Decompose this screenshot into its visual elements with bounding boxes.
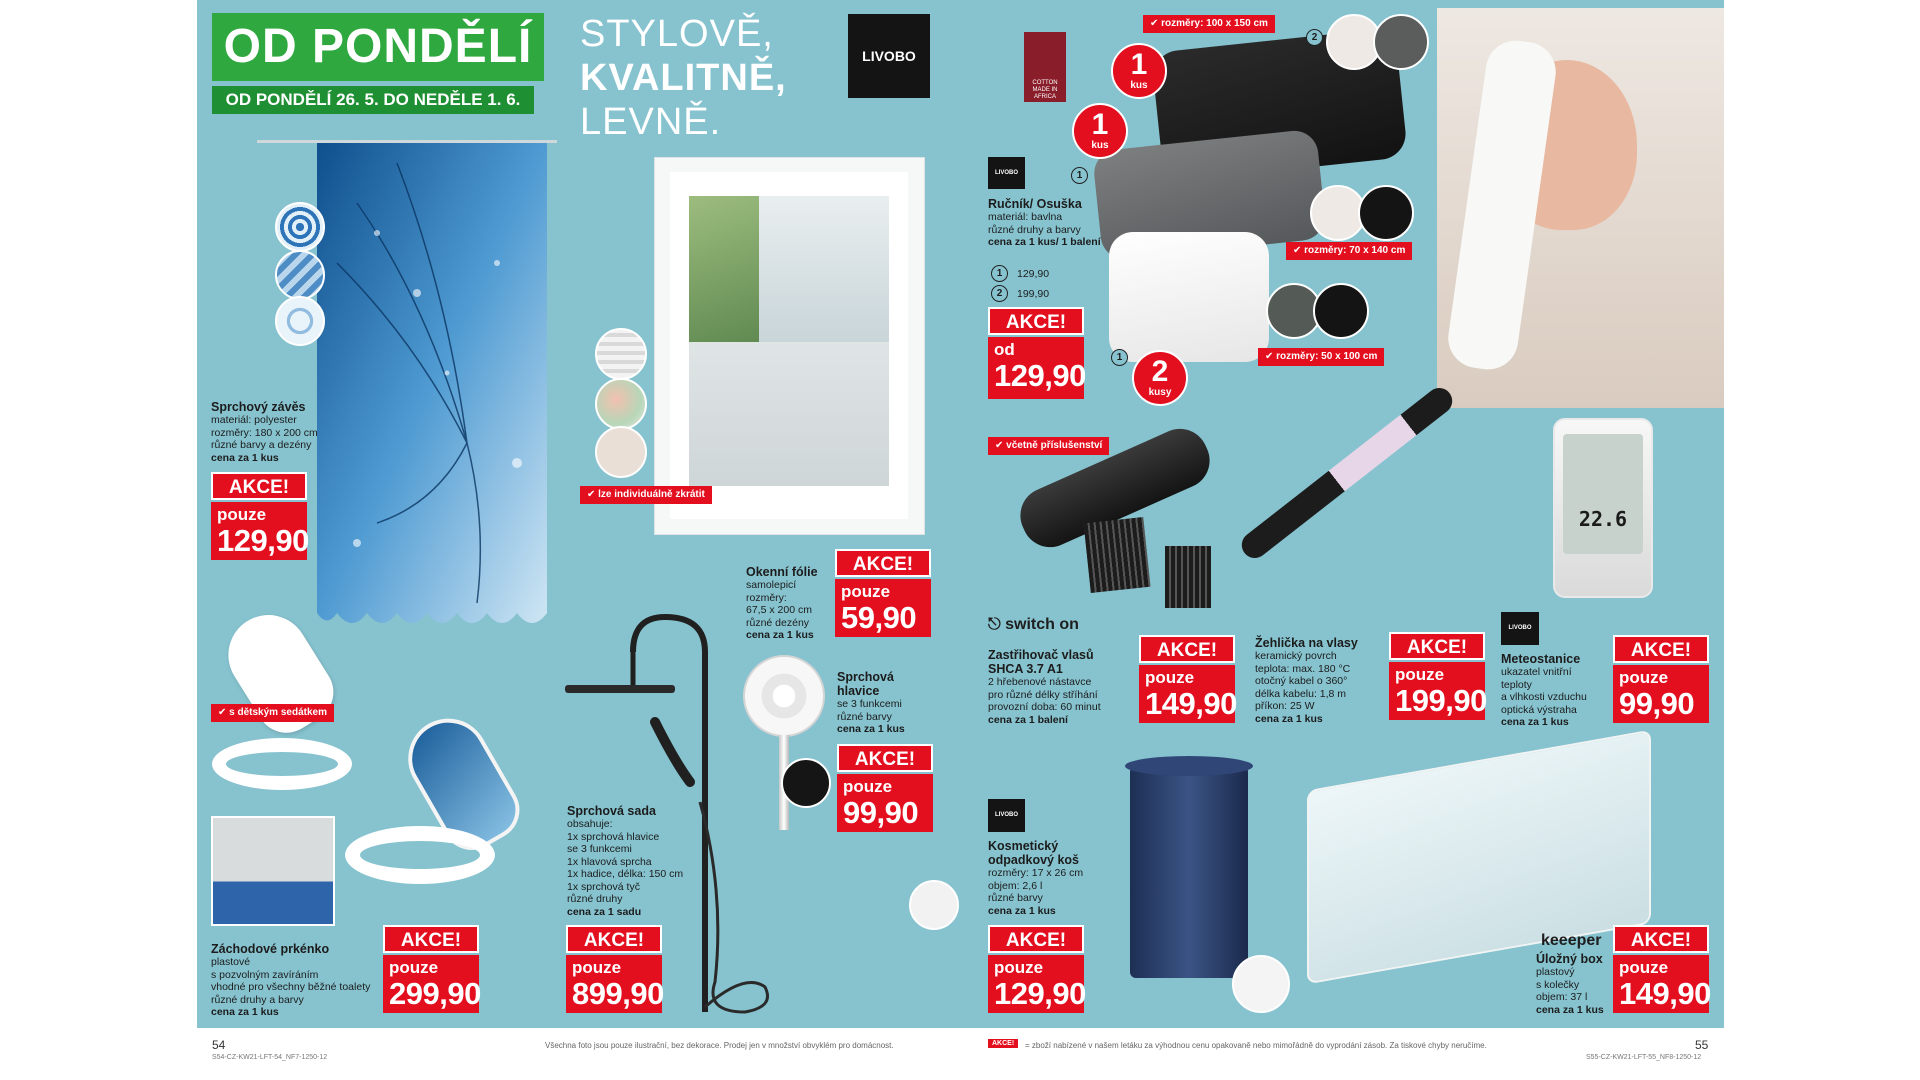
storage-box-text xyxy=(1536,952,1616,1016)
storage-box-line: objem: 37 l xyxy=(1536,991,1588,1003)
page-number-left: 54 xyxy=(212,1038,226,1052)
storage-box-line: plastový xyxy=(1536,966,1575,978)
akce-label: AKCE! xyxy=(835,549,931,577)
price-value: 899,90 xyxy=(572,976,664,1011)
shower-set-swatch-white xyxy=(909,880,959,930)
akce-label: AKCE! xyxy=(566,925,662,953)
footer-disclaimer: Všechna foto jsou pouze ilustrační, bez dekorace. Prodej jen v množství obvyklém pro domácnost. xyxy=(545,1041,894,1050)
footer-akce-badge: AKCE! xyxy=(988,1039,1018,1048)
toilet-seat-title: Záchodové prkénko xyxy=(211,942,330,956)
price-value: 299,90 xyxy=(389,976,481,1011)
showerhead-text xyxy=(837,670,937,736)
price-prefix: od xyxy=(994,340,1015,359)
akce-label: AKCE! xyxy=(988,307,1084,335)
price-value: 129,90 xyxy=(994,358,1086,393)
weather-line: ukazatel vnitřní xyxy=(1501,666,1572,678)
shower-set-line: se 3 funkcemi xyxy=(567,843,632,855)
window-unit: cena za 1 kus xyxy=(746,629,814,641)
livobo-logo: LIVOBO xyxy=(848,14,930,98)
window-title: Okenní fólie xyxy=(746,565,818,579)
curtain-title: Sprchový závěs xyxy=(211,400,306,414)
foil-swatch-2 xyxy=(595,378,647,430)
hair-straightener xyxy=(1237,383,1458,564)
akce-label: AKCE! xyxy=(1613,925,1709,953)
bin-unit: cena za 1 kus xyxy=(988,904,1056,917)
akce-label: AKCE! xyxy=(1139,635,1235,663)
variant-price: 199,90 xyxy=(1017,288,1050,300)
towel-badge-3: 2 kusy xyxy=(1132,350,1188,406)
toilet-seat-text xyxy=(211,942,381,1019)
akce-label: AKCE! xyxy=(1389,632,1485,660)
variant-number: 1 xyxy=(991,265,1008,282)
cotton-africa-badge: COTTON MADE IN AFRICA xyxy=(1024,32,1066,102)
footer-code-left: S54-CZ-KW21-LFT-54_NF7-1250-12 xyxy=(212,1054,328,1061)
curtain-price xyxy=(211,472,307,560)
window-line: různé dezény xyxy=(746,616,810,629)
towel-white-stack xyxy=(1109,232,1269,362)
weather-title: Meteostanice xyxy=(1501,652,1581,666)
towel-text xyxy=(988,197,1108,249)
weather-brand-logo: LIVOBO xyxy=(1501,612,1539,645)
foil-swatch-3 xyxy=(595,426,647,478)
leaflet-spread xyxy=(197,0,1724,1028)
akce-label: AKCE! xyxy=(383,925,479,953)
towel-marker: 2 xyxy=(1306,29,1323,46)
towel-price xyxy=(988,307,1084,399)
header-dates: OD PONDĚLÍ 26. 5. DO NEDĚLE 1. 6. xyxy=(212,86,534,114)
slogan-line-3: LEVNĚ. xyxy=(580,101,722,143)
towel-badge-2: 1 kus xyxy=(1072,103,1128,159)
trimmer-price xyxy=(1139,635,1235,723)
towel-marker: 1 xyxy=(1071,167,1088,184)
toilet-seat-line: vhodné pro všechny běžné toalety xyxy=(211,981,371,993)
akce-label: AKCE! xyxy=(1613,635,1709,663)
weather-line: teploty xyxy=(1501,678,1532,691)
bin-line: různé barvy xyxy=(988,892,1043,904)
window-foil-frosted xyxy=(689,342,889,486)
towel-swatch-black xyxy=(1358,185,1414,241)
page-number-right: 55 xyxy=(1695,1038,1709,1052)
bin-price xyxy=(988,925,1084,1013)
storage-box-title: Úložný box xyxy=(1536,952,1603,966)
shower-set-line: 1x sprchová tyč xyxy=(567,880,640,893)
bin-text xyxy=(988,839,1098,917)
price-prefix: pouze xyxy=(1619,668,1669,687)
trimmer-comb-1 xyxy=(1084,517,1151,593)
toilet-bathroom-photo xyxy=(211,816,335,926)
weather-unit: cena za 1 kus xyxy=(1501,716,1569,728)
straightener-title: Žehlička na vlasy xyxy=(1255,636,1358,650)
akce-label: AKCE! xyxy=(988,925,1084,953)
footer-akce-note: = zboží nabízené v našem letáku za výhodnou cenu opakovaně nebo mimořádně do vyprodání zásob. Za tiskové chyby neručíme. xyxy=(1025,1041,1487,1050)
bin-line: rozměry: 17 x 26 cm xyxy=(988,867,1084,879)
trimmer-line: provozní doba: 60 minut xyxy=(988,701,1101,713)
toilet-seat-ring xyxy=(345,826,495,884)
curtain-text xyxy=(211,400,341,464)
bin-lid xyxy=(1125,756,1253,776)
window-price xyxy=(835,549,931,637)
showerhead-title: Sprchová hlavice xyxy=(837,670,894,698)
window-plant xyxy=(689,196,759,342)
price-prefix: pouze xyxy=(1395,665,1445,684)
storage-box-line: s kolečky xyxy=(1536,978,1580,991)
bin-swatch-white xyxy=(1232,955,1290,1013)
header-title: OD PONDĚLÍ xyxy=(212,13,544,81)
curtain-unit: cena za 1 kus xyxy=(211,451,279,464)
window-line: samolepicí xyxy=(746,579,797,591)
price-value: 129,90 xyxy=(217,523,309,558)
toilet-tag: ✔ s dětským sedátkem xyxy=(211,704,334,722)
price-value: 59,90 xyxy=(841,600,917,635)
handheld-shower-head xyxy=(743,655,825,737)
curtain-swatch-1 xyxy=(275,202,325,252)
bin-line: objem: 2,6 l xyxy=(988,879,1043,892)
towel-size-tag-2: ✔ rozměry: 70 x 140 cm xyxy=(1286,242,1412,260)
switch-on-logo: switch on xyxy=(1005,616,1079,633)
trimmer-tag: ✔ včetně příslušenství xyxy=(988,437,1109,455)
storage-box-unit: cena za 1 kus xyxy=(1536,1003,1604,1016)
toilet-seat-line: plastové xyxy=(211,956,251,968)
straightener-unit: cena za 1 kus xyxy=(1255,712,1323,725)
price-prefix: pouze xyxy=(217,505,267,524)
slogan-line-1: STYLOVĚ, xyxy=(580,13,774,55)
switch-on-icon: ⎋ xyxy=(988,616,1001,633)
price-prefix: pouze xyxy=(1619,958,1669,977)
weather-line: a vlhkosti vzduchu xyxy=(1501,691,1587,703)
straightener-line: příkon: 25 W xyxy=(1255,700,1315,712)
shower-set-line: 1x hlavová sprcha xyxy=(567,855,652,868)
trimmer-line: pro různé délky stříhání xyxy=(988,688,1098,701)
shower-set-unit: cena za 1 sadu xyxy=(567,905,642,918)
towel-size-tag-1: ✔ rozměry: 100 x 150 cm xyxy=(1143,15,1275,33)
shower-set-title: Sprchová sada xyxy=(567,804,656,818)
footer-code-right: S55-CZ-KW21-LFT-55_NF8-1250-12 xyxy=(1586,1054,1702,1061)
foil-swatch-1 xyxy=(595,328,647,380)
shower-set-price xyxy=(566,925,662,1013)
shower-set-line: různé druhy xyxy=(567,893,623,905)
toilet-seat-unit: cena za 1 kus xyxy=(211,1006,279,1018)
window-line: 67,5 x 200 cm xyxy=(746,604,812,616)
showerhead-price xyxy=(837,744,933,832)
cosmetic-bin xyxy=(1130,760,1248,978)
bin-brand-logo: LIVOBO xyxy=(988,799,1025,832)
showerhead-unit: cena za 1 kus xyxy=(837,723,905,735)
window-line: rozměry: xyxy=(746,591,787,604)
price-value: 149,90 xyxy=(1619,976,1711,1011)
curtain-line: různé barvy a dezény xyxy=(211,439,312,451)
price-value: 99,90 xyxy=(843,795,919,830)
weather-text xyxy=(1501,652,1601,729)
variant-price: 129,90 xyxy=(1017,268,1050,280)
toilet-seat-line: různé druhy a barvy xyxy=(211,993,304,1006)
shower-set-line: 1x sprchová hlavice xyxy=(567,830,660,843)
straightener-line: keramický povrch xyxy=(1255,650,1337,662)
price-prefix: pouze xyxy=(572,958,622,977)
towel-swatch-black-2 xyxy=(1313,283,1369,339)
storage-box-price xyxy=(1613,925,1709,1013)
price-value: 99,90 xyxy=(1619,686,1695,721)
price-value: 149,90 xyxy=(1145,686,1237,721)
straightener-text xyxy=(1255,636,1375,725)
towel-badge-1: 1 kus xyxy=(1111,43,1167,99)
curtain-swatch-3 xyxy=(275,296,325,346)
towel-line: různé druhy a barvy xyxy=(988,223,1081,236)
trimmer-title: Zastřihovač vlasů SHCA 3.7 A1 xyxy=(988,648,1094,676)
keeeper-logo: keeeper xyxy=(1541,932,1602,949)
curtain-line: materiál: polyester xyxy=(211,414,297,426)
variant-number: 2 xyxy=(991,285,1008,302)
towel-unit: cena za 1 kus/ 1 balení xyxy=(988,236,1101,248)
trimmer-comb-2 xyxy=(1165,546,1211,608)
curtain-swatch-2 xyxy=(275,250,325,300)
towel-marker: 1 xyxy=(1111,349,1128,366)
straightener-line: otočný kabel o 360° xyxy=(1255,675,1348,687)
towel-size-tag-3: ✔ rozměry: 50 x 100 cm xyxy=(1258,348,1384,366)
straightener-price xyxy=(1389,632,1485,720)
shower-curtain-image xyxy=(317,143,547,633)
towel-line: materiál: bavlna xyxy=(988,211,1063,223)
curtain-line: rozměry: 180 x 200 cm xyxy=(211,426,318,439)
price-prefix: pouze xyxy=(389,958,439,977)
showerhead-line: různé barvy xyxy=(837,710,892,723)
shower-set-line: obsahuje: xyxy=(567,818,613,830)
price-prefix: pouze xyxy=(843,777,893,796)
weather-price xyxy=(1613,635,1709,723)
akce-label: AKCE! xyxy=(837,744,933,772)
akce-label: AKCE! xyxy=(211,472,307,500)
towel-swatch-grey xyxy=(1373,14,1429,70)
price-value: 129,90 xyxy=(994,976,1086,1011)
straightener-line: teplota: max. 180 °C xyxy=(1255,662,1351,675)
shower-set-line: 1x hadice, délka: 150 cm xyxy=(567,868,684,880)
showerhead-swatch-black xyxy=(781,758,831,808)
trimmer-line: 2 hřebenové nástavce xyxy=(988,676,1092,688)
towel-title: Ručník/ Osuška xyxy=(988,197,1082,211)
price-value: 199,90 xyxy=(1395,683,1487,718)
weather-station-display: 22.6 xyxy=(1563,434,1643,554)
trimmer-unit: cena za 1 balení xyxy=(988,713,1068,726)
price-prefix: pouze xyxy=(1145,668,1195,687)
price-prefix: pouze xyxy=(994,958,1044,977)
footer xyxy=(197,1028,1724,1080)
toilet-seat-price xyxy=(383,925,479,1013)
toilet-seat-line: s pozvolným zavíráním xyxy=(211,968,319,981)
window-tag: ✔ lze individuálně zkrátit xyxy=(580,486,712,504)
trimmer-text xyxy=(988,648,1128,726)
weather-line: optická výstraha xyxy=(1501,703,1577,716)
showerhead-line: se 3 funkcemi xyxy=(837,698,902,710)
shower-set-text xyxy=(567,804,687,918)
bin-title: Kosmetický odpadkový koš xyxy=(988,839,1079,867)
straightener-line: délka kabelu: 1,8 m xyxy=(1255,687,1347,700)
toilet-seat-ring-white xyxy=(212,738,352,790)
towel-brand-logo: LIVOBO xyxy=(988,157,1025,189)
slogan-line-2: KVALITNĚ, xyxy=(580,57,787,99)
price-prefix: pouze xyxy=(841,582,891,601)
